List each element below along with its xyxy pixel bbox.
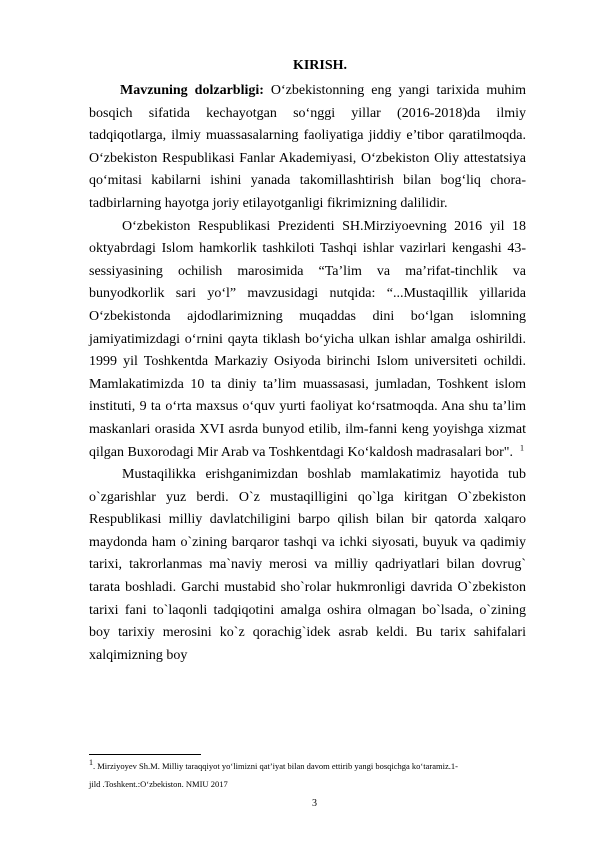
paragraph-relevance — [89, 80, 526, 216]
footnote-line-1 — [89, 757, 526, 775]
speech-text: O‘zbekiston Respublikasi Prezidenti SH.Mirziyoevning 2016 yil 18 oktyabrdagi Islom hamkorlik tashkiloti Tashqi ishlar vazirlari kengashi 43-sessiyasining ochilish marosimida “Ta’lim va ma’rifat-tinchlik va bunyodkorlik sari yo‘l” mavzusidagi nutqida: “...Mustaqillik yillarida O‘zbekistonda ajdodlarimizning muqaddas dini bo‘lgan islomning jamiyatimizdagi o‘rnini qayta tiklash bo‘yicha ulkan ishlar amalga oshirildi. 1999 yil Toshkentda Markaziy Osiyoda birinchi Islom universiteti ochildi. Mamlakatimizda 10 ta diniy ta’lim muassasasi, jumladan, Toshkent islom instituti, 9 ta o‘rta maxsus o‘quv yurti faoliyat ko‘rsatmoqda. Ana shu ta’lim maskanlari orasida XVI asrda bunyod etilib, ilm-fanni keng yoyishga xizmat qilgan Buxorodagi Mir Arab va Toshkentdagi Ko‘kaldosh madrasalari bor". — [89, 218, 526, 460]
page-number: 3 — [312, 798, 317, 809]
footnote-text-1: . Mirziyoyev Sh.M. Milliy taraqqiyot yo‘limizni qat’iyat bilan davom ettirib yangi bosqichga ko‘taramiz.1- — [93, 761, 458, 771]
paragraph-president-speech — [89, 216, 526, 465]
relevance-text: O‘zbekistonning eng yangi tarixida muhim bosqich sifatida kechayotgan so‘nggi yillar (2016-2018)da ilmiy tadqiqotlarga, ilmiy muassasalarning faoliyatiga jiddiy e’tibor qaratilmoqda. O‘zbekiston Respublikasi Fanlar Akademiyasi, O‘zbekiston Oliy attestatsiya qo‘mitasi kabilarni ishini yanada takomillashtirish bilan bog‘liq chora-tadbirlarning hayotga joriy etilayotganligi fikrimizning dalilidir. — [89, 83, 526, 211]
footnote-divider — [89, 754, 201, 755]
page-title: KIRISH. — [292, 58, 348, 73]
relevance-lead: Mavzuning dolzarbligi: — [120, 83, 264, 98]
footnote-reference[interactable]: 1 — [520, 442, 524, 452]
body-text — [89, 80, 526, 667]
paragraph-independence — [89, 464, 526, 667]
footnote — [89, 757, 526, 793]
independence-text: Mustaqilikka erishganimizdan boshlab mamlakatimiz hayotida tub o`zgarishlar yuz berdi. O`z mustaqilligini qo`lga kiritgan O`zbekiston Respublikasi milliy davlatchiligini barpo qilish bilan bir qatorda xalqaro maydonda ham o`zining barqaror tashqi va ichki siyosati, buyuk va qadimiy tarixi, takrorlanmas ma`naviy merosi va milliy qadriyatlari bilan dovrug` tarata boshladi. Garchi mustabid sho`rolar hukmronligi davrida O`zbekiston tarixi fani to`laqonli tadqiqotini amalga oshira olmagan bo`lsada, o`zining boy tarixiy merosini ko`z qorachig`idek asrab keldi. Bu tarix sahifalari xalqimizning boy — [89, 467, 526, 663]
footnote-line-2: jild .Toshkent.:O‘zbekiston. NMIU 2017 — [89, 779, 228, 789]
footnote-marker: 1 — [89, 758, 93, 768]
